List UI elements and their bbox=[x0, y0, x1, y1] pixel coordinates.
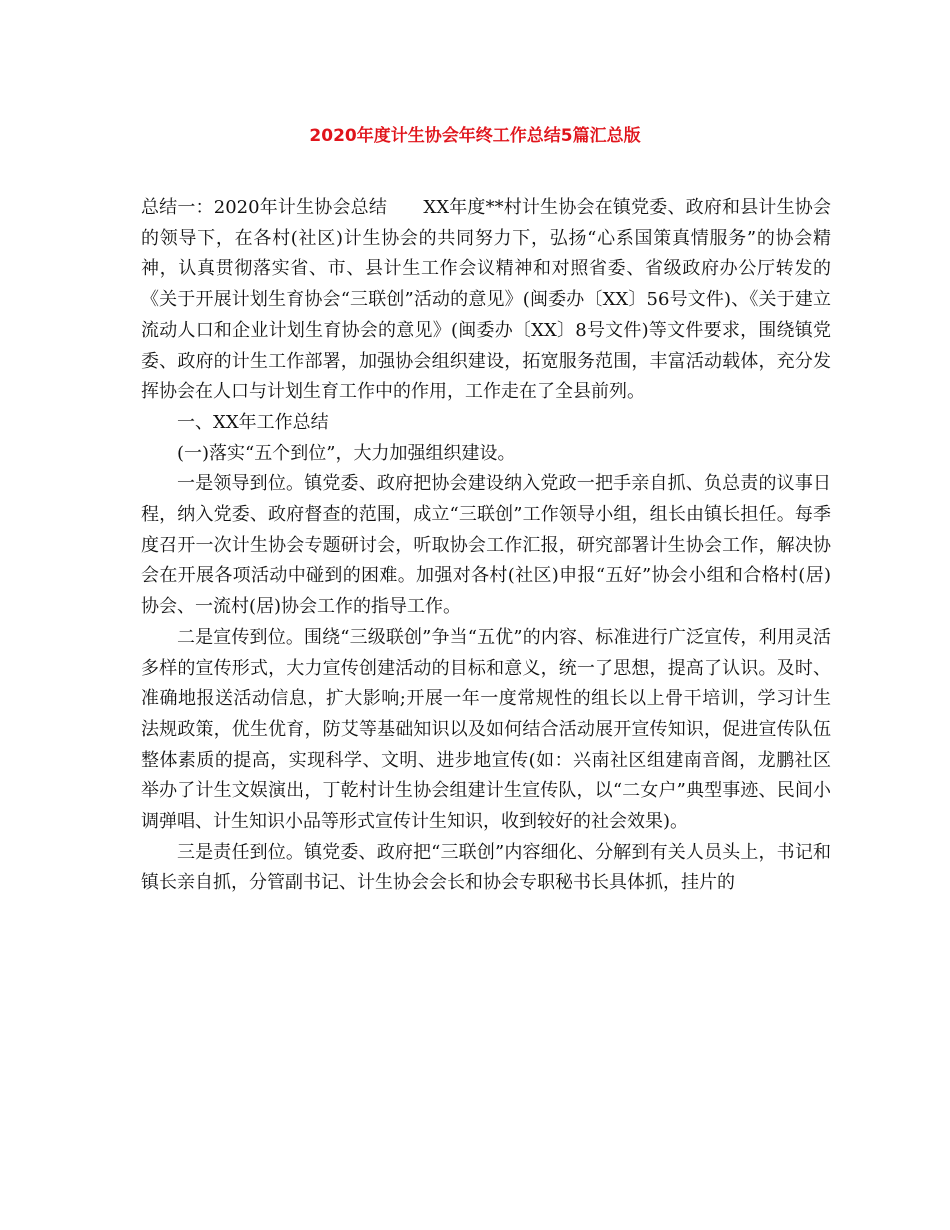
paragraph-leadership: 一是领导到位。镇党委、政府把协会建设纳入党政一把手亲自抓、负总责的议事日程，纳入党委、政府督查的范围，成立“三联创”工作领导小组，组长由镇长担任。每季度召开一次计生协会专题研讨会，听取协会工作汇报，研究部署计生协会工作，解决协会在开展各项活动中碰到的困难。加强对各村(社区)申报“五好”协会小组和合格村(居)协会、一流村(居)协会工作的指导工作。 bbox=[141, 473, 831, 618]
subsection-heading: (一)落实“五个到位”，大力加强组织建设。 bbox=[177, 442, 516, 464]
document-body bbox=[141, 193, 831, 899]
section-heading: 一、XX年工作总结 bbox=[177, 411, 329, 433]
paragraph-responsibility: 三是责任到位。镇党委、政府把“三联创”内容细化、分解到有关人员头上，书记和镇长亲自抓，分管副书记、计生协会会长和协会专职秘书长具体抓，挂片的 bbox=[141, 841, 831, 894]
paragraph-publicity: 二是宣传到位。围绕“三级联创”争当“五优”的内容、标准进行广泛宣传，利用灵活多样的宣传形式，大力宣传创建活动的目标和意义，统一了思想，提高了认识。及时、准确地报送活动信息，扩大影响;开展一年一度常规性的组长以上骨干培训，学习计生法规政策，优生优育，防艾等基础知识以及如何结合活动展开宣传知识，促进宣传队伍整体素质的提高，实现科学、文明、进步地宣传(如：兴南社区组建南音阁，龙鹏社区举办了计生文娱演出，丁乾村计生协会组建计生宣传队，以“二女户”典型事迹、民间小调弹唱、计生知识小品等形式宣传计生知识，收到较好的社会效果)。 bbox=[141, 626, 831, 833]
document-title: 2020年度计生协会年终工作总结5篇汇总版 bbox=[309, 126, 641, 146]
paragraph-intro: 总结一：2020年计生协会总结 XX年度**村计生协会在镇党委、政府和县计生协会的领导下，在各村(社区)计生协会的共同努力下，弘扬“心系国策真情服务”的协会精神，认真贯彻落实省、市、县计生工作会议精神和对照省委、省级政府办公厅转发的《关于开展计划生育协会“三联创”活动的意见》(闽委办〔XX〕56号文件)、《关于建立流动人口和企业计划生育协会的意见》(闽委办〔XX〕8号文件)等文件要求，围绕镇党委、政府的计生工作部署，加强协会组织建设，拓宽服务范围，丰富活动载体，充分发挥协会在人口与计划生育工作中的作用，工作走在了全县前列。 bbox=[141, 197, 831, 403]
